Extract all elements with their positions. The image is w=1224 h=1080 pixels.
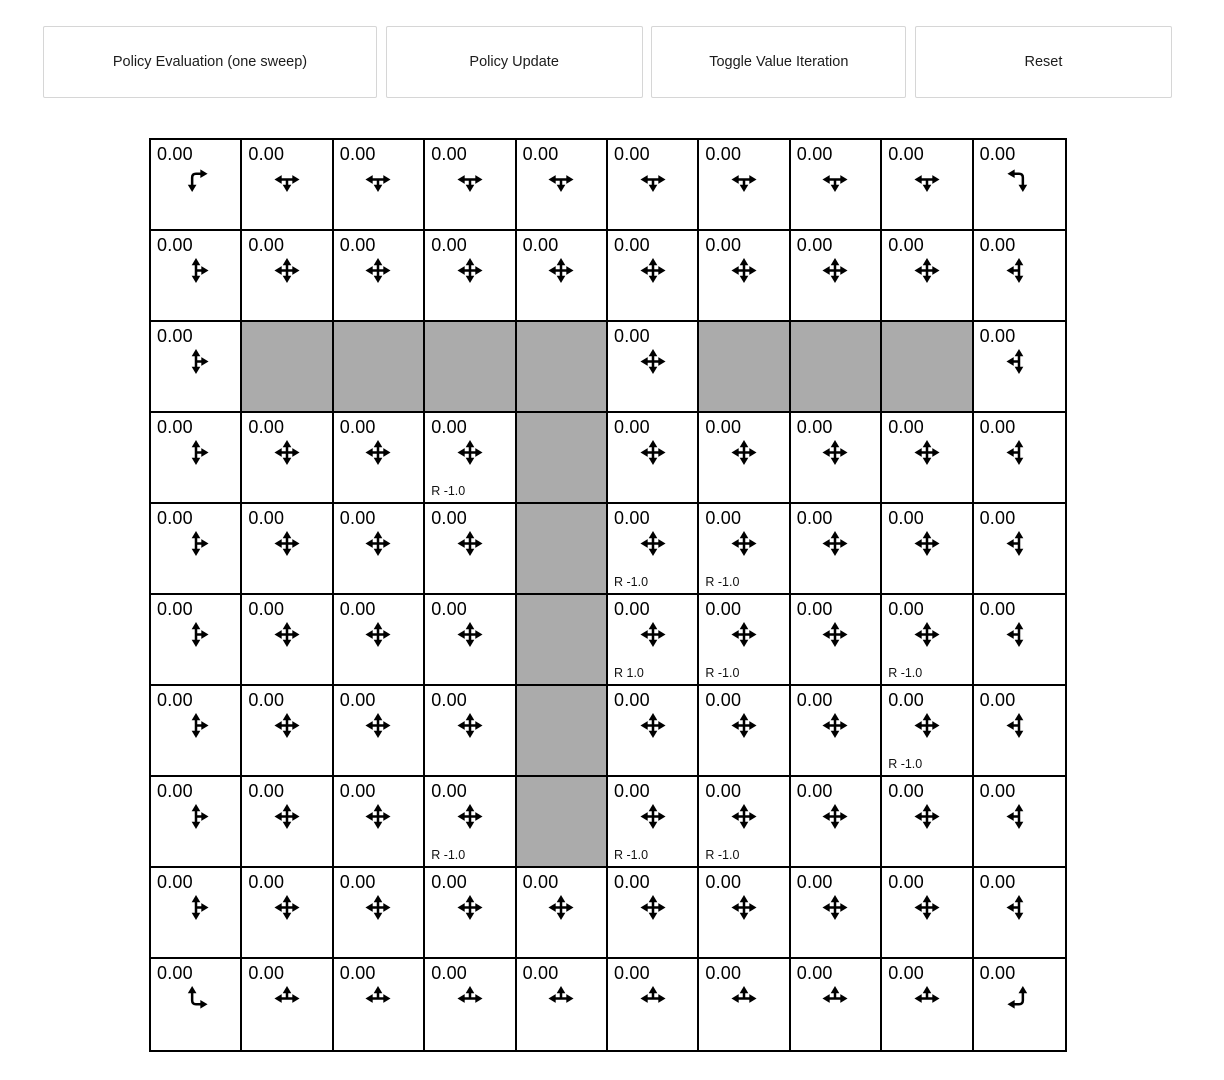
policy-arrow-icon [1006, 894, 1033, 921]
cell-value: 0.00 [248, 417, 285, 437]
cell-value: 0.00 [888, 781, 925, 801]
grid-cell [882, 140, 973, 231]
policy-arrow-icon [731, 439, 758, 466]
grid-cell [608, 777, 699, 868]
policy-arrow-icon [913, 803, 940, 830]
grid-cell [425, 231, 516, 322]
cell-value: 0.00 [796, 963, 833, 983]
policy-arrow-icon [274, 985, 301, 1012]
grid-cell [699, 140, 790, 231]
cell-value: 0.00 [705, 508, 742, 528]
policy-arrow-icon [1006, 803, 1033, 830]
policy-arrow-icon [456, 257, 483, 284]
grid-cell [791, 595, 882, 686]
grid-cell [699, 959, 790, 1050]
policy-arrow-icon [182, 257, 209, 284]
policy-arrow-icon [1006, 530, 1033, 557]
grid-cell-wall [517, 595, 608, 686]
policy-arrow-icon [639, 530, 666, 557]
cell-reward: R -1.0 [614, 575, 649, 589]
grid-cell [974, 959, 1065, 1050]
cell-value: 0.00 [431, 599, 468, 619]
cell-value: 0.00 [339, 872, 376, 892]
cell-value: 0.00 [522, 235, 559, 255]
cell-value: 0.00 [796, 508, 833, 528]
toolbar [43, 26, 1172, 98]
grid-cell-wall [517, 504, 608, 595]
policy-arrow-icon [365, 621, 392, 648]
grid-cell [151, 231, 242, 322]
cell-value: 0.00 [157, 872, 193, 892]
policy-arrow-icon [1006, 712, 1033, 739]
policy-arrow-icon [731, 712, 758, 739]
grid-cell [151, 140, 242, 231]
policy-arrow-icon [1006, 985, 1033, 1012]
cell-value: 0.00 [888, 144, 925, 164]
grid-cell [425, 504, 516, 595]
policy-arrow-icon [548, 894, 575, 921]
cell-value: 0.00 [522, 144, 559, 164]
grid-cell [608, 322, 699, 413]
cell-reward: R -1.0 [705, 666, 740, 680]
policy-arrow-icon [274, 166, 301, 193]
cell-value: 0.00 [431, 417, 468, 437]
cell-value: 0.00 [157, 599, 193, 619]
cell-value: 0.00 [979, 599, 1016, 619]
policy-arrow-icon [639, 348, 666, 375]
cell-value: 0.00 [339, 599, 376, 619]
cell-value: 0.00 [888, 599, 925, 619]
policy-arrow-icon [456, 166, 483, 193]
policy-arrow-icon [365, 985, 392, 1012]
cell-value: 0.00 [979, 963, 1016, 983]
policy-arrow-icon [456, 621, 483, 648]
cell-value: 0.00 [705, 599, 742, 619]
grid-cell [882, 959, 973, 1050]
cell-value: 0.00 [888, 417, 925, 437]
grid-cell [242, 595, 333, 686]
policy-arrow-icon [822, 439, 849, 466]
cell-value: 0.00 [888, 235, 925, 255]
grid-cell [425, 140, 516, 231]
policy-arrow-icon [822, 985, 849, 1012]
policy-arrow-icon [182, 530, 209, 557]
grid-cell [151, 504, 242, 595]
grid-cell [699, 413, 790, 504]
policy-arrow-icon [274, 439, 301, 466]
cell-value: 0.00 [979, 690, 1016, 710]
policy-arrow-icon [913, 712, 940, 739]
grid-cell [974, 686, 1065, 777]
policy-arrow-icon [456, 712, 483, 739]
cell-value: 0.00 [157, 508, 193, 528]
cell-value: 0.00 [339, 417, 376, 437]
policy-arrow-icon [639, 166, 666, 193]
grid-cell [974, 504, 1065, 595]
policy-evaluation-button[interactable]: Policy Evaluation (one sweep) [43, 26, 377, 98]
grid-cell [334, 686, 425, 777]
policy-arrow-icon [913, 894, 940, 921]
policy-arrow-icon [548, 257, 575, 284]
cell-reward: R -1.0 [705, 575, 740, 589]
cell-reward: R -1.0 [614, 848, 649, 862]
grid-cell [425, 777, 516, 868]
grid-cell [517, 959, 608, 1050]
grid-cell [974, 777, 1065, 868]
grid-cell [334, 231, 425, 322]
policy-arrow-icon [639, 439, 666, 466]
grid-cell [791, 686, 882, 777]
policy-arrow-icon [639, 894, 666, 921]
grid-cell [974, 413, 1065, 504]
cell-value: 0.00 [796, 417, 833, 437]
grid-cell [151, 959, 242, 1050]
cell-value: 0.00 [339, 235, 376, 255]
grid-cell [242, 413, 333, 504]
grid-cell [151, 777, 242, 868]
policy-arrow-icon [365, 166, 392, 193]
cell-value: 0.00 [796, 872, 833, 892]
grid-cell [791, 868, 882, 959]
grid-cell [334, 959, 425, 1050]
cell-reward: R 1.0 [614, 666, 644, 680]
policy-arrow-icon [456, 985, 483, 1012]
policy-arrow-icon [274, 621, 301, 648]
cell-value: 0.00 [431, 963, 468, 983]
policy-update-button[interactable]: Policy Update [386, 26, 643, 98]
grid-cell [334, 868, 425, 959]
cell-value: 0.00 [248, 599, 285, 619]
cell-value: 0.00 [248, 144, 285, 164]
grid-cell [882, 595, 973, 686]
grid-cell [791, 140, 882, 231]
policy-arrow-icon [182, 621, 209, 648]
grid-cell-wall [334, 322, 425, 413]
grid-cell [242, 686, 333, 777]
cell-value: 0.00 [431, 690, 468, 710]
grid-cell [882, 231, 973, 322]
policy-arrow-icon [274, 894, 301, 921]
policy-arrow-icon [456, 439, 483, 466]
grid-cell [517, 140, 608, 231]
grid-cell [699, 686, 790, 777]
policy-arrow-icon [913, 985, 940, 1012]
cell-value: 0.00 [614, 508, 650, 528]
cell-reward: R -1.0 [431, 848, 466, 862]
cell-value: 0.00 [248, 963, 285, 983]
cell-value: 0.00 [614, 963, 650, 983]
policy-arrow-icon [913, 257, 940, 284]
policy-arrow-icon [365, 712, 392, 739]
cell-value: 0.00 [157, 417, 193, 437]
policy-arrow-icon [365, 257, 392, 284]
grid-cell [242, 504, 333, 595]
grid-cell [151, 413, 242, 504]
cell-value: 0.00 [705, 417, 742, 437]
grid-cell [608, 686, 699, 777]
policy-arrow-icon [548, 985, 575, 1012]
cell-value: 0.00 [248, 690, 285, 710]
cell-value: 0.00 [339, 508, 376, 528]
policy-arrow-icon [822, 803, 849, 830]
policy-arrow-icon [365, 803, 392, 830]
cell-value: 0.00 [248, 235, 285, 255]
cell-value: 0.00 [979, 508, 1016, 528]
grid-cell [791, 504, 882, 595]
grid-cell [242, 777, 333, 868]
policy-arrow-icon [182, 985, 209, 1012]
policy-arrow-icon [822, 257, 849, 284]
policy-arrow-icon [731, 894, 758, 921]
policy-arrow-icon [639, 257, 666, 284]
cell-value: 0.00 [248, 508, 285, 528]
policy-arrow-icon [731, 803, 758, 830]
policy-arrow-icon [456, 803, 483, 830]
policy-arrow-icon [182, 712, 209, 739]
policy-arrow-icon [639, 803, 666, 830]
cell-reward: R -1.0 [888, 666, 923, 680]
policy-arrow-icon [182, 439, 209, 466]
grid-cell-wall [242, 322, 333, 413]
cell-value: 0.00 [888, 963, 925, 983]
grid-cell [608, 959, 699, 1050]
policy-arrow-icon [182, 894, 209, 921]
cell-value: 0.00 [157, 144, 193, 164]
policy-arrow-icon [639, 712, 666, 739]
grid-cell [517, 868, 608, 959]
grid-cell [242, 140, 333, 231]
grid-cell [882, 777, 973, 868]
grid-cell-wall [699, 322, 790, 413]
policy-arrow-icon [1006, 257, 1033, 284]
cell-value: 0.00 [705, 963, 742, 983]
grid-cell [334, 777, 425, 868]
policy-arrow-icon [639, 621, 666, 648]
reset-button[interactable]: Reset [915, 26, 1172, 98]
grid-cell [425, 959, 516, 1050]
grid-cell-wall [425, 322, 516, 413]
grid-cell [608, 231, 699, 322]
policy-arrow-icon [365, 530, 392, 557]
grid-cell [974, 140, 1065, 231]
grid-cell-wall [517, 686, 608, 777]
cell-value: 0.00 [888, 508, 925, 528]
grid-cell [608, 595, 699, 686]
policy-arrow-icon [913, 439, 940, 466]
grid-cell [242, 231, 333, 322]
policy-arrow-icon [182, 348, 209, 375]
cell-value: 0.00 [157, 781, 193, 801]
policy-arrow-icon [365, 439, 392, 466]
cell-value: 0.00 [614, 326, 650, 346]
cell-value: 0.00 [339, 690, 376, 710]
cell-value: 0.00 [431, 235, 468, 255]
grid-cell [974, 595, 1065, 686]
cell-value: 0.00 [339, 144, 376, 164]
grid-cell [334, 504, 425, 595]
grid-cell-wall [791, 322, 882, 413]
cell-value: 0.00 [614, 872, 650, 892]
cell-value: 0.00 [979, 781, 1016, 801]
policy-arrow-icon [639, 985, 666, 1012]
policy-arrow-icon [274, 257, 301, 284]
cell-value: 0.00 [979, 326, 1016, 346]
grid-cell [791, 959, 882, 1050]
grid-cell [425, 868, 516, 959]
grid-cell [334, 413, 425, 504]
policy-arrow-icon [913, 530, 940, 557]
policy-arrow-icon [456, 894, 483, 921]
cell-value: 0.00 [888, 690, 925, 710]
grid-cell [334, 140, 425, 231]
cell-reward: R -1.0 [431, 484, 466, 498]
grid-cell [151, 868, 242, 959]
grid-cell [699, 777, 790, 868]
cell-value: 0.00 [979, 235, 1016, 255]
cell-value: 0.00 [705, 781, 742, 801]
cell-value: 0.00 [705, 144, 742, 164]
cell-value: 0.00 [614, 781, 650, 801]
grid-cell-wall [517, 322, 608, 413]
grid-cell [517, 231, 608, 322]
grid-cell [608, 504, 699, 595]
grid-cell [425, 595, 516, 686]
policy-arrow-icon [365, 894, 392, 921]
cell-value: 0.00 [614, 144, 650, 164]
grid-cell [699, 595, 790, 686]
cell-value: 0.00 [705, 872, 742, 892]
grid-cell-wall [517, 777, 608, 868]
grid-cell [151, 686, 242, 777]
policy-arrow-icon [274, 530, 301, 557]
cell-value: 0.00 [248, 781, 285, 801]
cell-value: 0.00 [614, 599, 650, 619]
policy-arrow-icon [822, 166, 849, 193]
grid-cell-wall [517, 413, 608, 504]
policy-arrow-icon [1006, 621, 1033, 648]
cell-value: 0.00 [796, 235, 833, 255]
grid-cell [974, 231, 1065, 322]
grid-cell [608, 413, 699, 504]
grid-cell [882, 868, 973, 959]
cell-value: 0.00 [979, 872, 1016, 892]
cell-value: 0.00 [614, 690, 650, 710]
grid-cell [425, 686, 516, 777]
cell-value: 0.00 [431, 781, 468, 801]
policy-arrow-icon [182, 803, 209, 830]
grid-cell [608, 868, 699, 959]
cell-value: 0.00 [431, 508, 468, 528]
grid-cell [151, 595, 242, 686]
policy-arrow-icon [1006, 348, 1033, 375]
grid-cell [699, 868, 790, 959]
cell-value: 0.00 [157, 963, 193, 983]
policy-arrow-icon [182, 166, 209, 193]
grid-cell [425, 413, 516, 504]
cell-value: 0.00 [888, 872, 925, 892]
policy-arrow-icon [822, 894, 849, 921]
cell-value: 0.00 [157, 235, 193, 255]
grid-cell [242, 959, 333, 1050]
policy-arrow-icon [1006, 439, 1033, 466]
cell-value: 0.00 [796, 690, 833, 710]
cell-value: 0.00 [339, 963, 376, 983]
gridworld [149, 138, 1067, 1052]
policy-arrow-icon [731, 530, 758, 557]
cell-value: 0.00 [248, 872, 285, 892]
policy-arrow-icon [731, 166, 758, 193]
cell-value: 0.00 [614, 235, 650, 255]
cell-value: 0.00 [614, 417, 650, 437]
cell-value: 0.00 [796, 144, 833, 164]
policy-arrow-icon [913, 621, 940, 648]
cell-value: 0.00 [339, 781, 376, 801]
cell-value: 0.00 [522, 872, 559, 892]
cell-value: 0.00 [522, 963, 559, 983]
grid-cell [974, 322, 1065, 413]
cell-reward: R -1.0 [705, 848, 740, 862]
policy-arrow-icon [913, 166, 940, 193]
cell-value: 0.00 [157, 326, 193, 346]
policy-arrow-icon [731, 257, 758, 284]
policy-arrow-icon [274, 803, 301, 830]
cell-value: 0.00 [705, 235, 742, 255]
policy-arrow-icon [731, 621, 758, 648]
grid-cell [608, 140, 699, 231]
grid-cell [882, 413, 973, 504]
cell-value: 0.00 [431, 872, 468, 892]
toggle-value-iteration-button[interactable]: Toggle Value Iteration [651, 26, 906, 98]
cell-value: 0.00 [979, 144, 1016, 164]
grid-cell [882, 686, 973, 777]
cell-value: 0.00 [979, 417, 1016, 437]
grid-cell [699, 231, 790, 322]
cell-value: 0.00 [157, 690, 193, 710]
policy-arrow-icon [456, 530, 483, 557]
grid-cell [242, 868, 333, 959]
cell-value: 0.00 [705, 690, 742, 710]
policy-arrow-icon [822, 712, 849, 739]
grid-cell [151, 322, 242, 413]
policy-arrow-icon [1006, 166, 1033, 193]
grid-cell [334, 595, 425, 686]
grid-cell [974, 868, 1065, 959]
cell-value: 0.00 [431, 144, 468, 164]
policy-arrow-icon [731, 985, 758, 1012]
grid-cell [791, 777, 882, 868]
cell-value: 0.00 [796, 599, 833, 619]
grid-cell [882, 504, 973, 595]
grid-cell [791, 231, 882, 322]
cell-value: 0.00 [796, 781, 833, 801]
grid-cell [791, 413, 882, 504]
policy-arrow-icon [822, 530, 849, 557]
grid-cell [699, 504, 790, 595]
grid-cell-wall [882, 322, 973, 413]
cell-reward: R -1.0 [888, 757, 923, 771]
policy-arrow-icon [274, 712, 301, 739]
policy-arrow-icon [822, 621, 849, 648]
policy-arrow-icon [548, 166, 575, 193]
